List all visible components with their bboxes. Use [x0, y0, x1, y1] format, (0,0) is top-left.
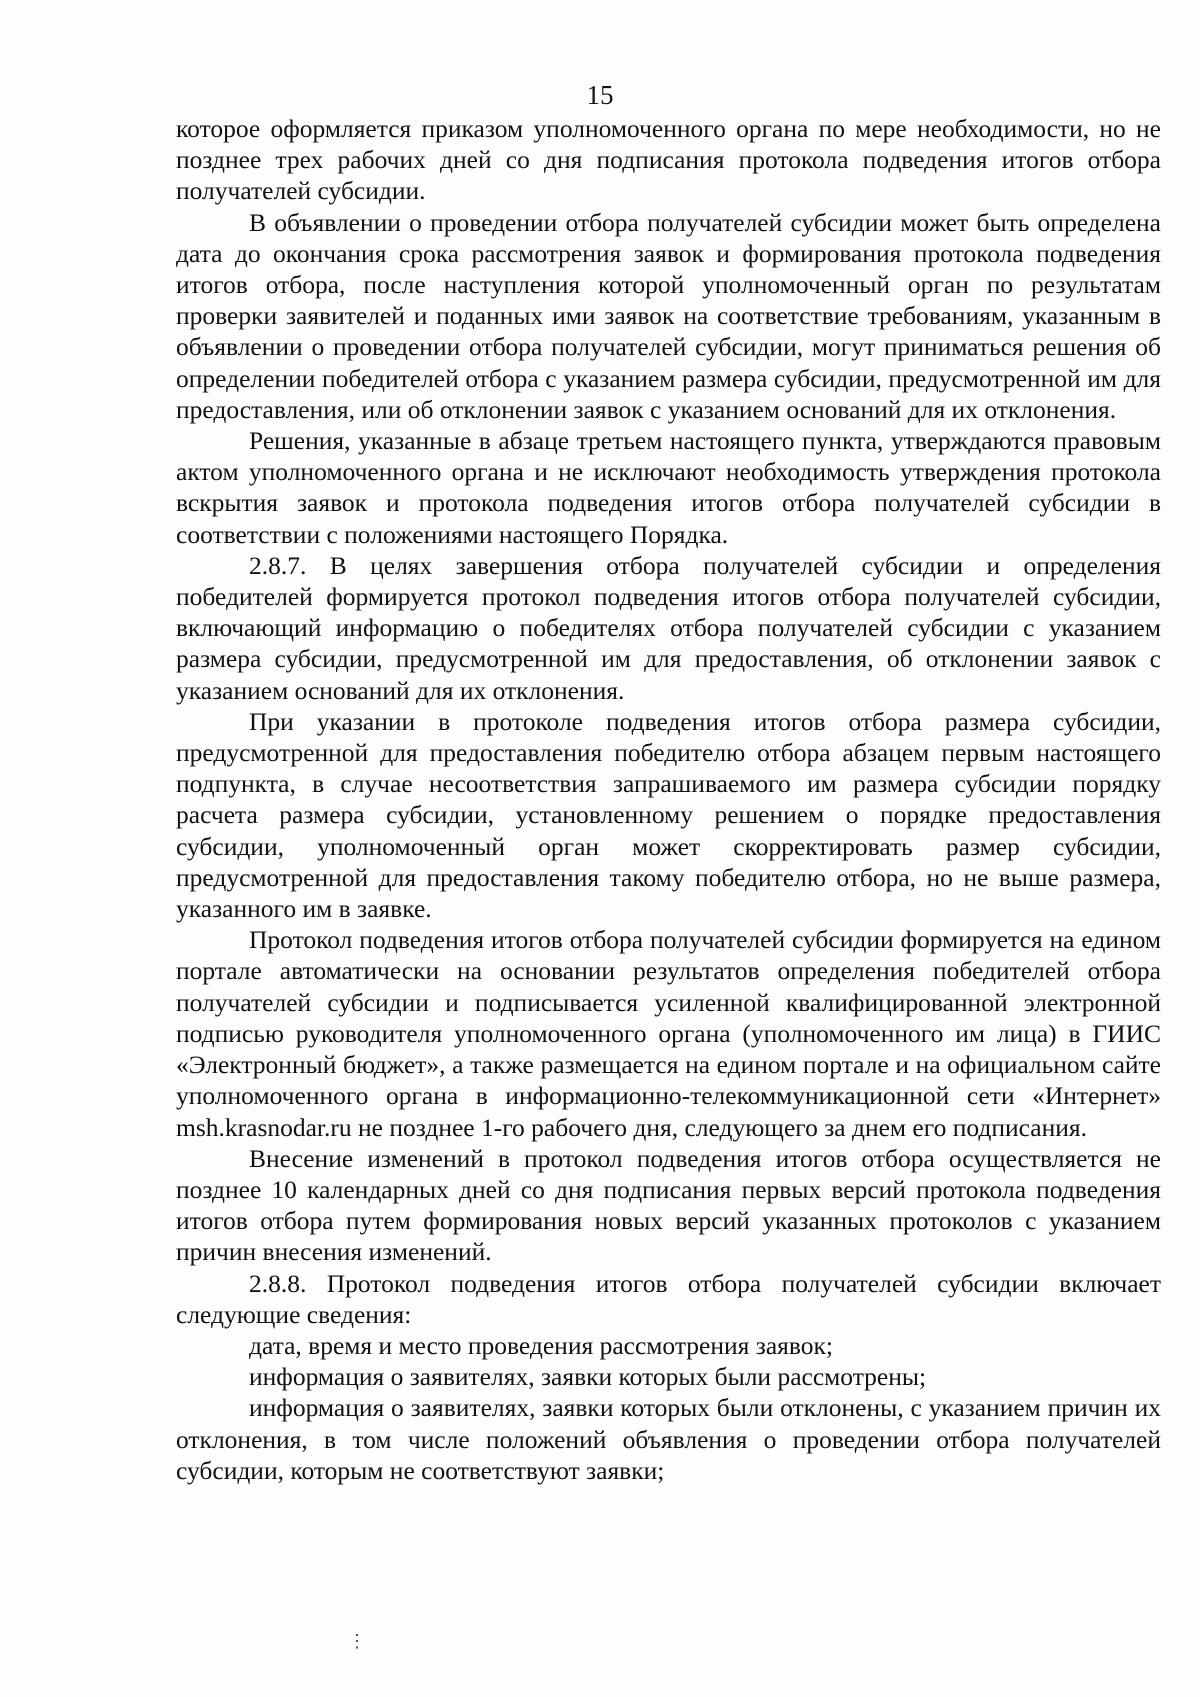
list-item: информация о заявителях, заявки которых были рассмотрены;	[249, 1362, 927, 1392]
paragraph: В объявлении о проведении отбора получателей субсидии может быть определена дата до окончания срока рассмотрения заявок и формирования протокола подведения итогов отбора, после наступления которой уполномоченный орган по результатам проверки заявителей и поданных ими заявок на соответствие требованиям, указанным в объявлении о проведении отбора получателей субсидии, могут приниматься решения об определении победителей отбора с указанием размера субсидии, предусмотренной им для предоставления, или об отклонении заявок с указанием оснований для их отклонения.	[176, 207, 1161, 424]
document-body	[176, 113, 1161, 1486]
paragraph-clause-2-8-8: 2.8.8. Протокол подведения итогов отбора получателей субсидии включает следующие сведения:	[176, 1268, 1161, 1329]
paragraph: Внесение изменений в протокол подведения итогов отбора осуществляется не позднее 10 календарных дней со дня подписания первых версий протокола подведения итогов отбора путем формирования новых версий указанных протоколов с указанием причин внесения изменений.	[176, 1143, 1161, 1267]
list-item: дата, время и место проведения рассмотрения заявок;	[249, 1330, 833, 1360]
paragraph: Протокол подведения итогов отбора получателей субсидии формируется на едином портале автоматически на основании результатов определения победителей отбора получателей субсидии и подписывается усиленной квалифицированной электронной подписью руководителя уполномоченного органа (уполномоченного им лица) в ГИИС «Электронный бюджет», а также размещается на едином портале и на официальном сайте уполномоченного органа в информационно-телекоммуникационной сети «Интернет» msh.krasnodar.ru не позднее 1-го рабочего дня, следующего за днем его подписания.	[176, 925, 1161, 1142]
list-item: информация о заявителях, заявки которых были отклонены, с указанием причин их отклонения, в том числе положений объявления о проведении отбора получателей субсидии, которым не соответствуют заявки;	[176, 1393, 1161, 1485]
scan-artifact: ⋮	[348, 1631, 366, 1651]
paragraph-continuation: которое оформляется приказом уполномоченного органа по мере необходимости, но не позднее трех рабочих дней со дня подписания протокола подведения итогов отбора получателей субсидии.	[176, 114, 1161, 206]
paragraph: Решения, указанные в абзаце третьем настоящего пункта, утверждаются правовым актом уполномоченного органа и не исключают необходимость утверждения протокола вскрытия заявок и протокола подведения итогов отбора получателей субсидии в соответствии с положениями настоящего Порядка.	[176, 426, 1161, 549]
paragraph-clause-2-8-7: 2.8.7. В целях завершения отбора получателей субсидии и определения победителей формируется протокол подведения итогов отбора получателей субсидии, включающий информацию о победителях отбора получателей субсидии с указанием размера субсидии, предусмотренной им для предоставления, об отклонении заявок с указанием оснований для их отклонения.	[176, 550, 1161, 705]
paragraph: При указании в протоколе подведения итогов отбора размера субсидии, предусмотренной для предоставления победителю отбора абзацем первым настоящего подпункта, в случае несоответствия запрашиваемого им размера субсидии порядку расчета размера субсидии, установленному решением о порядке предоставления субсидии, уполномоченный орган может скорректировать размер субсидии, предусмотренной для предоставления такому победителю отбора, но не выше размера, указанного им в заявке.	[176, 706, 1161, 924]
page-number: 15	[586, 80, 614, 110]
